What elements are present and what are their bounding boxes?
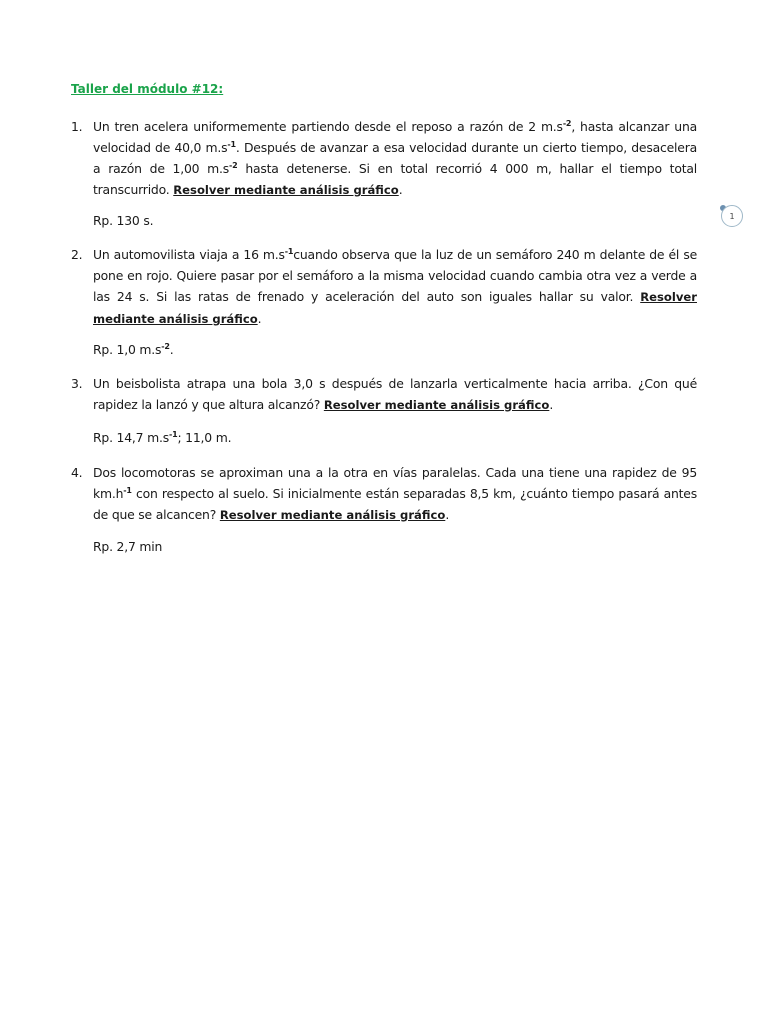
problem-text: Un beisbolista atrapa una bola 3,0 s después de lanzarla verticalmente hacia arriba. ¿Con qué rapidez la lanzó y que altura alcanzó? Resolver mediante análisis gráfico. (93, 376, 697, 412)
solve-instruction: Resolver mediante análisis gráfico (93, 290, 697, 326)
answer-3: Rp. 14,7 $m.s^{-1}$; 11,0 m. (93, 429, 232, 445)
problem-4 (71, 462, 697, 526)
problem-2 (71, 244, 697, 330)
problem-text: Dos locomotoras se aproximan una a la otra en vías paralelas. Cada una tiene una rapidez de 95 $km.h^{-1}$ con respecto al suelo. Si inicialmente están separadas 8,5 km, ¿cuánto tiempo pasará antes de que se alcancen? Resolver mediante análisis gráfico. (93, 465, 697, 522)
solve-instruction: Resolver mediante análisis gráfico (323, 398, 550, 412)
page-title: Taller del módulo #12: (71, 82, 224, 96)
problem-3 (71, 373, 697, 416)
answer-4: Rp. 2,7 min (93, 539, 163, 554)
solve-instruction: Resolver mediante análisis gráfico (219, 508, 446, 522)
problem-number: 1. (71, 119, 83, 134)
problem-number: 4. (71, 465, 83, 480)
problem-text: Un automovilista viaja a 16 $m.s^{-1}cuando$ observa que la luz de un semáforo 240 m delante de él se pone en rojo. Quiere pasar por el semáforo a la misma velocidad cuando cambia otra vez a verde a las 24 s. Si las ratas de frenado y aceleración del auto son iguales hallar su valor. Resolver mediante análisis gráfico. (93, 246, 697, 326)
page-number-badge[interactable]: 1 (721, 205, 743, 227)
answer-2: Rp. 1,0 $m.s^{-2}$. (93, 341, 174, 357)
solve-instruction: Resolver mediante análisis gráfico (173, 183, 399, 197)
answer-1: Rp. 130 s. (93, 213, 154, 228)
problem-number: 3. (71, 376, 83, 391)
problem-number: 2. (71, 247, 83, 262)
problem-text: Un tren acelera uniformemente partiendo desde el reposo a razón de 2 $m.s^{-2}$, hasta alcanzar una velocidad de 40,0 $m.s^{-1}$. Después de avanzar a esa velocidad durante un cierto tiempo, desacelera a razón de 1,00 $m.s^{-2}$ hasta detenerse. Si en total recorrió 4 000 m, hallar el tiempo total transcurrido. Resolver mediante análisis gráfico. (93, 118, 697, 197)
problem-1 (71, 116, 697, 201)
